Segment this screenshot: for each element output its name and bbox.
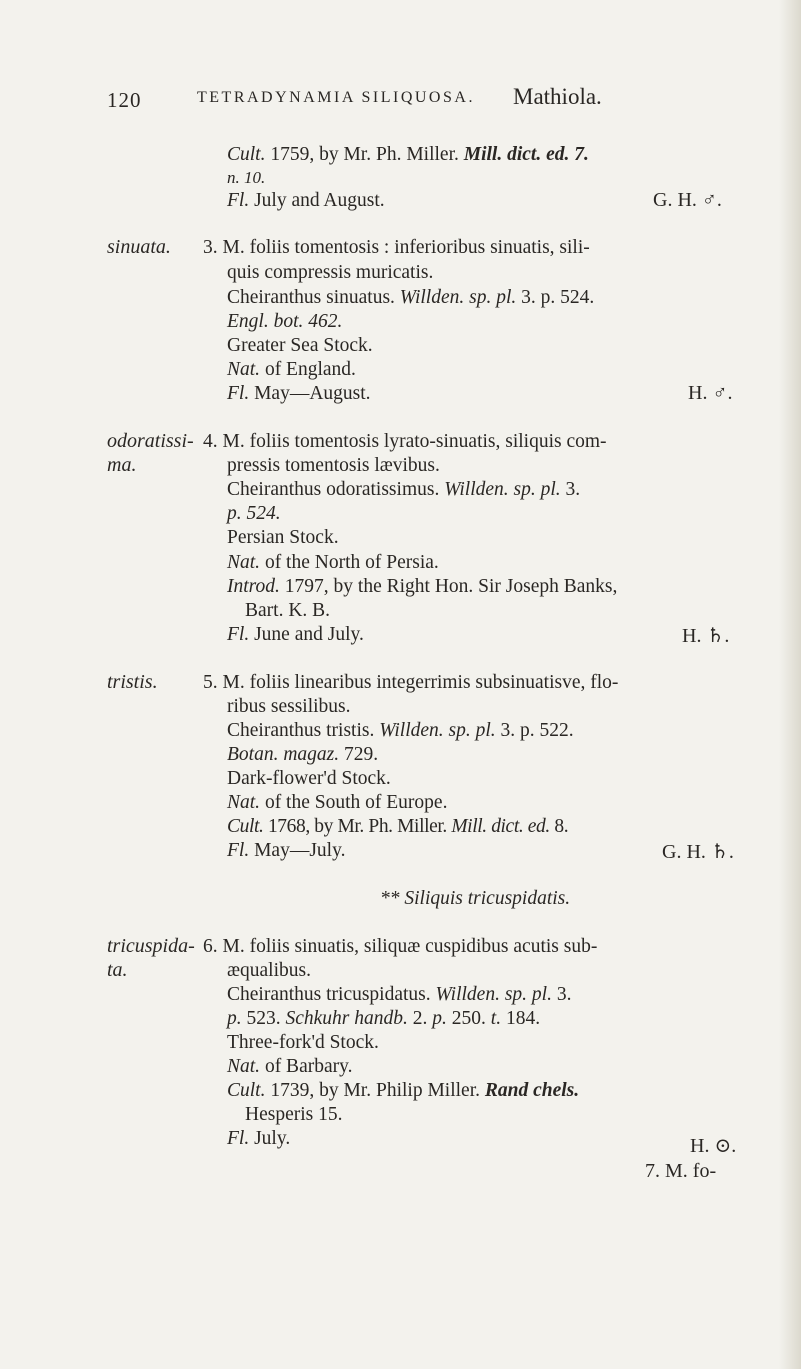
- duration-symbol: G. H. ♂.: [653, 189, 722, 211]
- flowering-line: Fl. May—August.: [227, 383, 371, 404]
- duration-symbol: H. ♄.: [682, 625, 730, 647]
- page-number: 120: [107, 88, 142, 112]
- common-name: Dark-flower'd Stock.: [227, 768, 391, 789]
- introduced-line: Introd. 1797, by the Right Hon. Sir Joseph Banks,: [227, 576, 618, 597]
- diagnosis-line: quis compressis muricatis.: [227, 262, 434, 283]
- duration-symbol: H. ⊙.: [690, 1135, 737, 1157]
- section-heading: ** Siliquis tricuspidatis.: [380, 888, 571, 909]
- diagnosis-line: pressis tomentosis lævibus.: [227, 455, 440, 476]
- cult-line: Cult. 1768, by Mr. Ph. Miller. Mill. dict. ed. 8.: [227, 816, 569, 837]
- page-edge-shadow: [779, 0, 801, 1369]
- introduced-line-cont: Bart. K. B.: [245, 600, 331, 621]
- native-line: Nat. of Barbary.: [227, 1056, 353, 1077]
- native-line: Nat. of the North of Persia.: [227, 552, 439, 573]
- diagnosis-line: 4. M. foliis tomentosis lyrato-sinuatis, siliquis com-: [203, 431, 607, 452]
- native-line: Nat. of the South of Europe.: [227, 792, 448, 813]
- synonym-line: Cheiranthus tricuspidatus. Willden. sp. pl. 3.: [227, 984, 572, 1005]
- cult-line: Cult. 1759, by Mr. Ph. Miller. Mill. dict. ed. 7.: [227, 144, 589, 165]
- flowering-line: Fl. July.: [227, 1128, 291, 1149]
- synonym-line: Cheiranthus sinuatus. Willden. sp. pl. 3. p. 524.: [227, 287, 595, 308]
- synonym-line: Cheiranthus tristis. Willden. sp. pl. 3. p. 522.: [227, 720, 574, 741]
- synonym-line: Cheiranthus odoratissimus. Willden. sp. pl. 3.: [227, 479, 581, 500]
- margin-name-cont: ta.: [107, 959, 128, 981]
- margin-name: tristis.: [107, 671, 158, 693]
- margin-name-cont: ma.: [107, 454, 137, 476]
- n-ref-line: n. 10.: [227, 168, 266, 187]
- common-name: Persian Stock.: [227, 527, 339, 548]
- reference-line: Engl. bot. 462.: [227, 311, 343, 332]
- flowering-line: Fl. July and August.: [227, 190, 385, 211]
- diagnosis-line: æqualibus.: [227, 960, 311, 981]
- cult-line: Cult. 1739, by Mr. Philip Miller. Rand chels.: [227, 1080, 580, 1101]
- catchword: 7. M. fo-: [645, 1160, 717, 1182]
- diagnosis-line: 5. M. foliis linearibus integerrimis subsinuatisve, flo-: [203, 672, 619, 693]
- native-line: Nat. of England.: [227, 359, 356, 380]
- reference-line: Botan. magaz. 729.: [227, 744, 379, 765]
- running-title: TETRADYNAMIA SILIQUOSA.: [197, 89, 475, 106]
- flowering-line: Fl. June and July.: [227, 624, 364, 645]
- diagnosis-line: 3. M. foliis tomentosis : inferioribus sinuatis, sili-: [203, 237, 590, 258]
- common-name: Greater Sea Stock.: [227, 335, 373, 356]
- diagnosis-line: ribus sessilibus.: [227, 696, 351, 717]
- common-name: Three-fork'd Stock.: [227, 1032, 379, 1053]
- duration-symbol: G. H. ♄.: [662, 841, 734, 863]
- genus-title: Mathiola.: [513, 84, 602, 109]
- margin-name: odoratissi-: [107, 430, 194, 452]
- running-header: [107, 84, 743, 120]
- flowering-line: Fl. May—July.: [227, 840, 346, 861]
- cult-line-cont: Hesperis 15.: [245, 1104, 343, 1125]
- diagnosis-line: 6. M. foliis sinuatis, siliquæ cuspidibus acutis sub-: [203, 936, 598, 957]
- reference-line: p. 523. Schkuhr handb. 2. p. 250. t. 184.: [227, 1008, 541, 1029]
- reference-line: p. 524.: [227, 503, 281, 524]
- margin-name: sinuata.: [107, 236, 171, 258]
- duration-symbol: H. ♂.: [688, 382, 733, 404]
- margin-name: tricuspida-: [107, 935, 195, 957]
